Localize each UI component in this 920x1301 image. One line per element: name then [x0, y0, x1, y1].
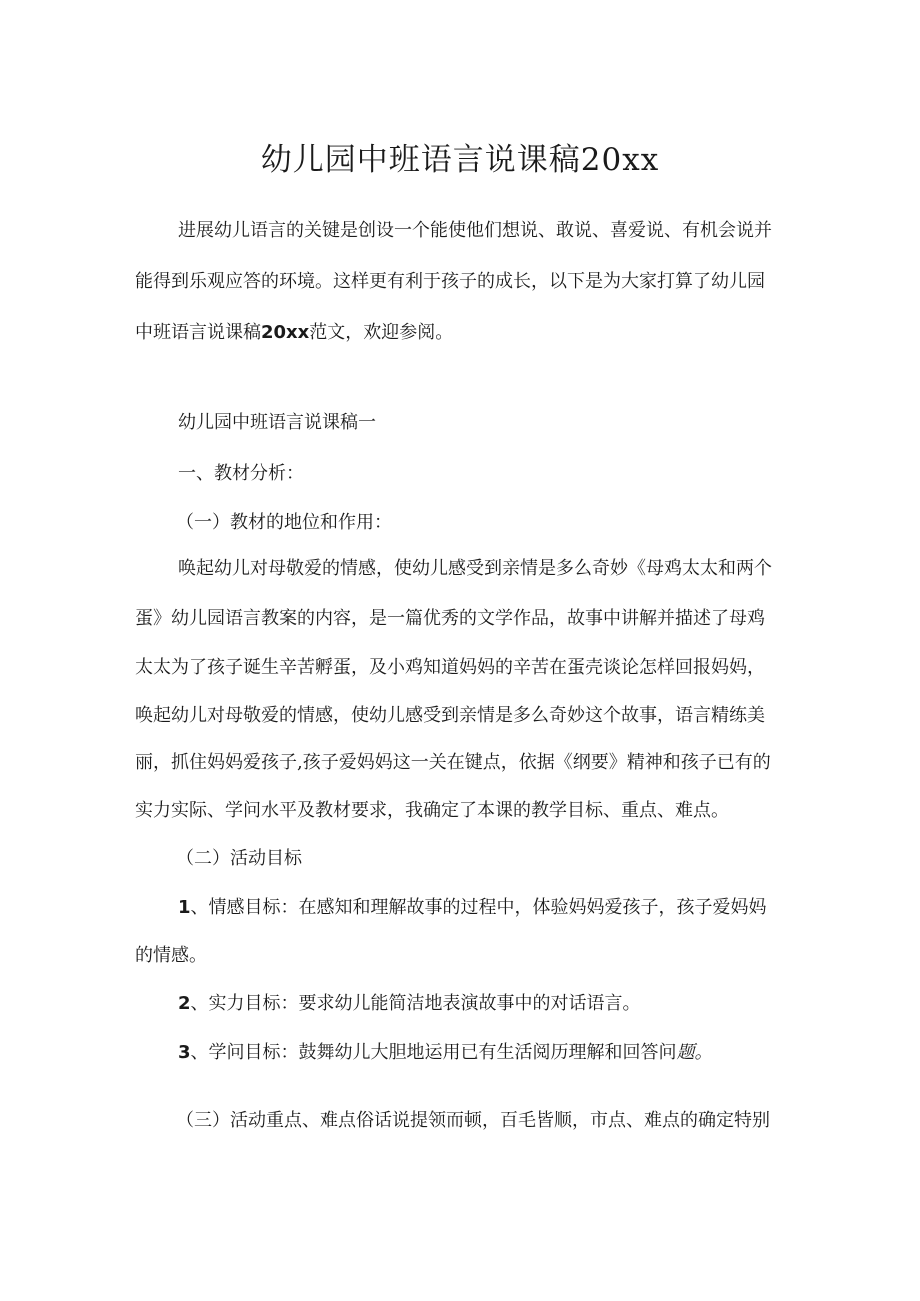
intro-line-1: 进展幼儿语言的关键是创设一个能使他们想说、敢说、喜爱说、有机会说并	[178, 220, 772, 241]
goal-3-text: 、学问目标：鼓舞幼儿大胆地运用已有生活阅历理解和回答问	[190, 1042, 677, 1063]
goal-3-line	[178, 1040, 713, 1066]
goal-2-line	[178, 991, 641, 1017]
part1-sub2-heading: （二）活动目标	[176, 848, 302, 869]
intro-line-2: 能得到乐观应答的环境。这样更有利于孩子的成长，以下是为大家打算了幼儿园	[135, 271, 765, 292]
part1-sub3-heading: （三）活动重点、难点俗话说提领而顿，百毛皆顺，市点、难点的确定特别	[176, 1110, 770, 1131]
goal-2-text: 、实力目标：要求幼儿能简洁地表演故事中的对话语言。	[190, 993, 641, 1014]
para1-line-1: 唤起幼儿对母敬爱的情感，使幼儿感受到亲情是多么奇妙《母鸡太太和两个	[178, 558, 772, 579]
para1-line-4: 唤起幼儿对母敬爱的情感，使幼儿感受到亲情是多么奇妙这个故事，语言精练美	[135, 705, 765, 726]
intro-line-3	[135, 320, 453, 346]
intro-line-3-text: 中班语言说课稿	[135, 322, 261, 343]
para1-line-5: 丽，抓住妈妈爱孩子,孩子爱妈妈这一关在键点，依据《纲要》精神和孩子已有的	[135, 752, 771, 773]
goal-3-text-end: 题。	[676, 1042, 713, 1063]
part1-heading: 一、教材分析：	[178, 463, 304, 484]
goal-1-line-1	[178, 895, 767, 921]
part1-sub1-heading: （一）教材的地位和作用：	[176, 512, 392, 533]
goal-3-number: 3	[178, 1042, 191, 1063]
para1-line-6: 实力实际、学问水平及教材要求，我确定了本课的教学目标、重点、难点。	[135, 800, 729, 821]
goal-1-number: 1	[178, 897, 191, 918]
goal-2-number: 2	[178, 993, 191, 1014]
intro-line-3-tail: 范文，欢迎参阅。	[309, 322, 454, 343]
section-title: 幼儿园中班语言说课稿一	[178, 412, 376, 433]
para1-line-2: 蛋》幼儿园语言教案的内容，是一篇优秀的文学作品，故事中讲解并描述了母鸡	[135, 608, 765, 629]
intro-line-3-year: 20xx	[261, 322, 310, 343]
goal-1-text: 、情感目标：在感知和理解故事的过程中，体验妈妈爱孩子，孩子爱妈妈	[190, 897, 767, 918]
document-title: 幼儿园中班语言说课稿20xx	[260, 142, 660, 178]
para1-line-3: 太太为了孩子诞生辛苦孵蛋，及小鸡知道妈妈的辛苦在蛋壳谈论怎样回报妈妈，	[135, 657, 765, 678]
goal-1-line-2: 的情感。	[135, 945, 207, 966]
